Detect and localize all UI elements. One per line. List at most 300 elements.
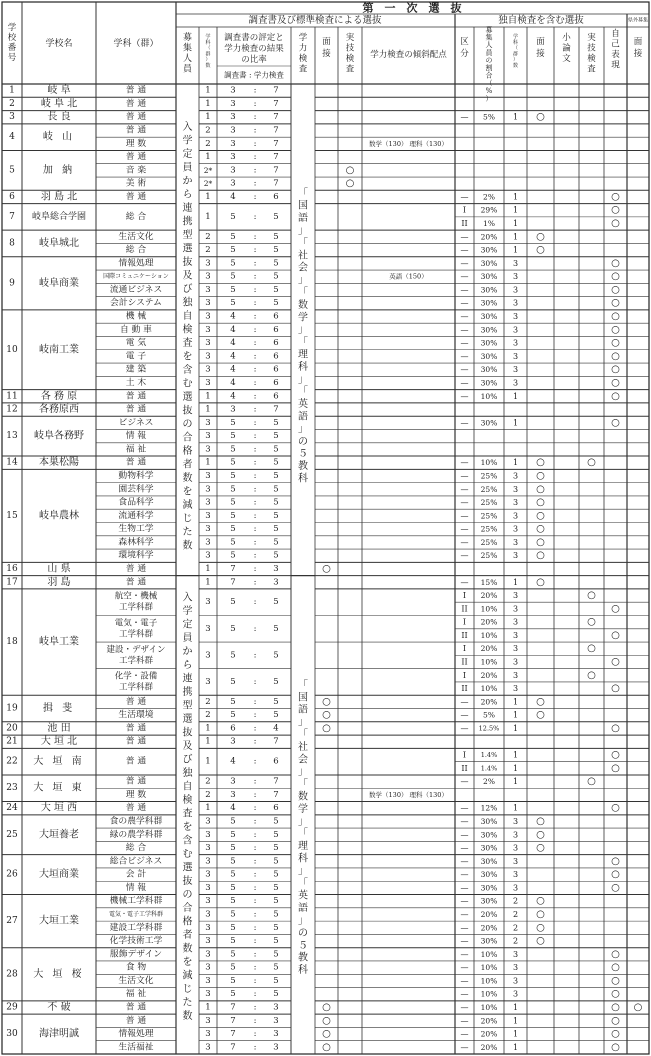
- quota-percent: 1.4%: [480, 751, 498, 760]
- choice-count: 1: [205, 112, 211, 123]
- dept-name: 化学技術工学: [109, 936, 163, 947]
- choice-count: 3: [205, 324, 211, 335]
- quota-note-upper: 入学定員から連携型選抜及び独自検査を含む選抜の合格者数を減じた数: [182, 121, 193, 552]
- choice-count-2: 3: [512, 312, 519, 322]
- quota-percent: 20%: [480, 644, 498, 654]
- quota-percent: 20%: [480, 923, 498, 933]
- dept-name: ビジネス: [118, 417, 154, 428]
- self-expression-mark: ○: [611, 191, 620, 203]
- ratio-report: 5: [230, 882, 236, 893]
- quota-percent: 10%: [480, 630, 498, 640]
- kubun: —: [460, 458, 469, 468]
- dept-name-line2: 工学科群: [118, 655, 154, 666]
- ratio-report: 5: [230, 457, 236, 468]
- dept-name: 普 通: [125, 457, 147, 468]
- kubun: —: [460, 484, 469, 494]
- ratio-report: 5: [230, 271, 236, 282]
- ratio-report: 4: [230, 338, 236, 349]
- header-school-name: 学校名: [45, 39, 73, 49]
- choice-count: 3: [205, 258, 211, 269]
- choice-count: 3: [205, 417, 211, 428]
- dept-name: 総合ビジネス: [109, 856, 163, 867]
- kubun: II: [461, 219, 468, 229]
- self-expression-mark: ○: [611, 975, 620, 987]
- quota-percent: 30%: [480, 272, 498, 282]
- ratio-exam: 5: [273, 211, 279, 222]
- ratio-report: 3: [230, 125, 236, 136]
- dept-name: 航空・機械: [114, 591, 158, 602]
- self-expression-mark: ○: [611, 1001, 620, 1013]
- interview2-mark: ○: [536, 842, 545, 854]
- self-expression-mark: ○: [611, 869, 620, 881]
- ratio-colon: :: [253, 696, 257, 707]
- dept-name: 普 通: [125, 404, 147, 415]
- self-expression-mark: ○: [611, 762, 620, 774]
- choice-count-2: 3: [512, 670, 519, 680]
- school-number: 15: [6, 510, 18, 521]
- kubun: I: [462, 644, 467, 654]
- quota-percent: 20%: [480, 1042, 498, 1052]
- ratio-report: 4: [230, 391, 236, 402]
- choice-count-2: 3: [512, 551, 519, 561]
- school-number: 1: [9, 85, 15, 96]
- choice-count: 3: [205, 351, 211, 362]
- quota-percent: 25%: [480, 484, 498, 494]
- ratio-exam: 7: [273, 85, 279, 96]
- school-name: 不 破: [47, 1001, 71, 1013]
- ratio-report: 5: [230, 856, 236, 867]
- quota-percent: 20%: [480, 1016, 498, 1026]
- ratio-exam: 5: [273, 843, 279, 854]
- interview-mark: ○: [322, 1041, 331, 1053]
- dept-name: 総 合: [125, 843, 147, 854]
- dept-name: 理 数: [125, 789, 147, 800]
- interview2-mark: ○: [536, 922, 545, 934]
- self-expression-mark: ○: [611, 350, 620, 362]
- choice-count: 3: [205, 597, 211, 608]
- choice-count-2: 1: [512, 391, 519, 401]
- self-expression-mark: ○: [611, 204, 620, 216]
- score-section-title: 調査書及び標準検査による選抜: [248, 15, 382, 26]
- dept-name: 電気・電子: [114, 618, 158, 629]
- dept-name: 普 通: [125, 756, 147, 767]
- school-number: 23: [6, 783, 18, 794]
- ratio-colon: :: [253, 85, 257, 96]
- ratio-exam: 5: [273, 444, 279, 455]
- ratio-report: 5: [230, 510, 236, 521]
- ratio-exam: 6: [273, 311, 279, 322]
- ratio-exam: 5: [273, 869, 279, 880]
- ratio-report: 5: [230, 936, 236, 947]
- interview-mark: ○: [322, 696, 331, 708]
- ratio-report: 3: [230, 404, 236, 415]
- ratio-report: 5: [230, 896, 236, 907]
- ratio-colon: :: [253, 896, 257, 907]
- ratio-colon: :: [253, 245, 257, 256]
- ratio-report: 3: [230, 789, 236, 800]
- kubun: —: [460, 1029, 469, 1039]
- kubun: —: [460, 537, 469, 547]
- self-expression-mark: ○: [611, 311, 620, 323]
- ratio-exam: 5: [273, 537, 279, 548]
- interview-mark: ○: [322, 722, 331, 734]
- ratio-exam: 5: [273, 510, 279, 521]
- dept-name: 普 通: [125, 577, 147, 588]
- header-quota: 募集人員: [182, 33, 193, 75]
- interview2-mark: ○: [536, 111, 545, 123]
- ratio-report: 3: [230, 85, 236, 96]
- dept-name: 普 通: [125, 696, 147, 707]
- ratio-exam: 7: [273, 736, 279, 747]
- ratio-colon: :: [253, 776, 257, 787]
- quota-percent: 1%: [483, 219, 495, 229]
- choice-count: 3: [205, 949, 211, 960]
- quota-percent: 15%: [480, 577, 498, 587]
- choice-count: 1: [205, 391, 211, 402]
- choice-count-2: 1: [512, 112, 519, 122]
- ratio-report: 5: [230, 829, 236, 840]
- choice-count: 3: [205, 524, 211, 535]
- ratio-report: 3: [230, 98, 236, 109]
- kubun: —: [460, 577, 469, 587]
- dept-name: 普 通: [125, 723, 147, 734]
- choice-count-2: 3: [512, 816, 519, 826]
- kubun: II: [461, 630, 468, 640]
- ratio-report: 4: [230, 311, 236, 322]
- ratio-exam: 5: [273, 696, 279, 707]
- ratio-colon: :: [253, 191, 257, 202]
- choice-count-2: 3: [512, 856, 519, 866]
- quota-percent: 10%: [480, 976, 498, 986]
- ratio-exam: 6: [273, 324, 279, 335]
- interview-mark: ○: [322, 1028, 331, 1040]
- school-number: 12: [6, 404, 18, 415]
- self-expression-mark: ○: [611, 324, 620, 336]
- self-expression-mark: ○: [611, 417, 620, 429]
- school-number: 17: [6, 577, 18, 588]
- choice-count: 2: [205, 789, 211, 800]
- school-number: 30: [6, 1029, 18, 1040]
- ratio-colon: :: [253, 98, 257, 109]
- school-number: 29: [6, 1002, 18, 1013]
- school-name: 岐阜総合学園: [31, 211, 87, 222]
- ratio-exam: 5: [273, 856, 279, 867]
- choice-count: 1: [205, 404, 211, 415]
- kubun: —: [460, 524, 469, 534]
- dept-name-line2: 工学科群: [118, 682, 154, 693]
- dept-name: 電 子: [125, 351, 147, 362]
- ratio-exam: 5: [273, 417, 279, 428]
- header-practical2: 実技検査: [587, 33, 596, 75]
- choice-count-2: 3: [512, 843, 519, 853]
- self-expression-mark: ○: [611, 377, 620, 389]
- choice-count: 2: [205, 231, 211, 242]
- quota-percent: 30%: [480, 285, 498, 295]
- dept-name: 緑の農学科群: [109, 829, 163, 840]
- dept-name: 森林科学: [118, 537, 154, 548]
- ratio-exam: 5: [273, 245, 279, 256]
- ratio-colon: :: [253, 377, 257, 388]
- interview2-mark: ○: [536, 483, 545, 495]
- dept-name: 土 木: [125, 377, 147, 388]
- interview2-mark: ○: [536, 935, 545, 947]
- ratio-exam: 6: [273, 803, 279, 814]
- self-expression-mark: ○: [611, 749, 620, 761]
- quota-percent: 12%: [480, 803, 498, 813]
- school-number: 24: [6, 803, 18, 814]
- ratio-exam: 7: [273, 112, 279, 123]
- choice-count-2: 3: [512, 870, 519, 880]
- choice-count-2: 3: [512, 684, 519, 694]
- school-number: 5: [9, 165, 15, 176]
- ratio-colon: :: [253, 125, 257, 136]
- dept-name-line2: 工学科群: [118, 629, 154, 640]
- dept-name: 国際コミュニケーション: [103, 273, 169, 281]
- ratio-exam: 5: [273, 470, 279, 481]
- quota-note-lower: 入学定員から連携型選抜及び独自検査を含む選抜の合格者数を減じた数: [182, 592, 193, 1023]
- ratio-colon: :: [253, 789, 257, 800]
- kubun: —: [460, 976, 469, 986]
- school-name: 羽 島 北: [40, 191, 78, 203]
- dept-name: 普 通: [125, 85, 147, 96]
- choice-count: 1: [205, 191, 211, 202]
- choice-count-2: 1: [512, 418, 519, 428]
- kubun: —: [460, 710, 469, 720]
- ratio-colon: :: [253, 949, 257, 960]
- ratio-report: 5: [230, 816, 236, 827]
- choice-count: 1: [205, 756, 211, 767]
- ratio-report: 5: [230, 975, 236, 986]
- dept-name: 園芸科学: [118, 484, 154, 495]
- ratio-report: 5: [230, 650, 236, 661]
- kubun: —: [460, 498, 469, 508]
- school-name: 揖 斐: [42, 703, 76, 715]
- choice-count-2: 2: [512, 923, 519, 933]
- choice-count-2: 3: [512, 644, 519, 654]
- ratio-colon: :: [253, 510, 257, 521]
- dept-name: 普 通: [125, 125, 147, 136]
- ratio-colon: :: [253, 936, 257, 947]
- ratio-colon: :: [253, 431, 257, 442]
- quota-percent: 2%: [483, 777, 495, 787]
- ratio-exam: 3: [273, 1015, 279, 1026]
- choice-count-2: 3: [512, 351, 519, 361]
- choice-count-2: 3: [512, 976, 519, 986]
- choice-count: 1: [205, 457, 211, 468]
- practical-mark: ○: [345, 164, 355, 176]
- header-quota-pct: 募集人員の割合（%）: [485, 26, 493, 103]
- kubun: —: [460, 471, 469, 481]
- self-expression-mark: ○: [611, 988, 620, 1000]
- school-number: 20: [6, 723, 18, 734]
- school-name: 岐阜商業: [39, 277, 79, 289]
- quota-percent: 10%: [480, 458, 498, 468]
- kubun: —: [460, 856, 469, 866]
- dept-name: 会 計: [125, 869, 147, 880]
- ratio-report: 7: [230, 1029, 236, 1040]
- quota-percent: 10%: [480, 657, 498, 667]
- quota-percent: 25%: [480, 537, 498, 547]
- ratio-colon: :: [253, 989, 257, 1000]
- header-ratio-line: 学力検査の結果: [224, 44, 284, 54]
- quota-percent: 10%: [480, 391, 498, 401]
- ratio-colon: :: [253, 564, 257, 574]
- choice-count: 3: [205, 444, 211, 455]
- header-essay: 小論文: [562, 33, 571, 64]
- ratio-exam: 5: [273, 597, 279, 608]
- dept-name: 普 通: [125, 1015, 147, 1026]
- self-expression-mark: ○: [611, 218, 620, 230]
- choice-count-2: 1: [512, 232, 519, 242]
- ratio-colon: :: [253, 417, 257, 428]
- school-name: 岐阜農林: [39, 510, 79, 522]
- choice-count-2: 1: [512, 1042, 519, 1052]
- ratio-exam: 5: [273, 962, 279, 973]
- ratio-exam: 3: [273, 1029, 279, 1040]
- subjects-note-lower: 「国語」「社会」「数学」「理科」「英語」の５教科: [298, 679, 308, 977]
- dept-name: 会計システム: [110, 298, 162, 309]
- ratio-colon: :: [253, 723, 257, 734]
- dept-name: 食品科学: [118, 497, 154, 508]
- choice-count: 3: [205, 510, 211, 521]
- quota-percent: 2%: [483, 192, 495, 202]
- ratio-exam: 5: [273, 550, 279, 561]
- self-expression-mark: ○: [611, 629, 620, 641]
- choice-count-2: 1: [512, 750, 519, 760]
- choice-count: 3: [205, 497, 211, 508]
- choice-count-2: 2: [512, 909, 519, 919]
- school-number: 19: [6, 703, 18, 714]
- ratio-report: 5: [230, 962, 236, 973]
- ratio-exam: 5: [273, 497, 279, 508]
- kubun: —: [460, 258, 469, 268]
- quota-percent: 30%: [480, 816, 498, 826]
- ratio-colon: :: [253, 311, 257, 322]
- kubun: II: [461, 684, 468, 694]
- ratio-colon: :: [253, 338, 257, 349]
- ratio-exam: 5: [273, 457, 279, 468]
- ratio-exam: 6: [273, 191, 279, 202]
- ratio-colon: :: [253, 1015, 257, 1026]
- ratio-exam: 5: [273, 829, 279, 840]
- choice-count-2: 1: [512, 192, 519, 202]
- self-expression-mark: ○: [611, 297, 620, 309]
- dept-name: 普 通: [125, 736, 147, 747]
- practical2-mark: ○: [587, 457, 596, 469]
- dept-name: 電 気: [125, 338, 147, 349]
- kubun: —: [460, 338, 469, 348]
- school-number: 11: [6, 391, 18, 402]
- choice-count-2: 3: [512, 657, 519, 667]
- ratio-report: 5: [230, 989, 236, 1000]
- ratio-colon: :: [253, 165, 257, 176]
- ratio-exam: 5: [273, 909, 279, 920]
- ratio-report: 5: [230, 550, 236, 561]
- choice-count: 1: [205, 211, 211, 222]
- quota-percent: 30%: [480, 856, 498, 866]
- self-expression-mark: ○: [611, 948, 620, 960]
- choice-count: 3: [205, 909, 211, 920]
- ratio-exam: 7: [273, 152, 279, 163]
- quota-percent: 10%: [480, 963, 498, 973]
- ratio-report: 7: [230, 1042, 236, 1053]
- interview2-mark: ○: [536, 523, 545, 535]
- ratio-colon: :: [253, 351, 257, 362]
- school-number: 25: [6, 829, 18, 840]
- dept-name: 化学・設備: [114, 671, 158, 682]
- ratio-exam: 7: [273, 138, 279, 149]
- choice-count-2: 1: [512, 205, 519, 215]
- main-title: 第 一 次 選 抜: [362, 1, 462, 15]
- choice-count: 3: [205, 989, 211, 1000]
- ratio-colon: :: [253, 258, 257, 269]
- outside-section-title: 県外募集: [627, 17, 649, 24]
- kubun: I: [462, 670, 467, 680]
- kubun: —: [460, 365, 469, 375]
- dept-name: 生活環境: [118, 710, 154, 721]
- choice-count-2: 1: [512, 803, 519, 813]
- choice-count: 1: [205, 577, 211, 588]
- choice-count: 3: [205, 650, 211, 661]
- ratio-report: 5: [230, 284, 236, 295]
- dept-name: 情報処理: [118, 258, 154, 269]
- ratio-exam: 5: [273, 524, 279, 535]
- kubun: —: [460, 511, 469, 521]
- school-number: 3: [9, 112, 15, 123]
- school-number: 28: [6, 969, 18, 980]
- ratio-colon: :: [253, 391, 257, 402]
- header-choice2: 学科（群）数: [512, 34, 519, 69]
- practical2-mark: ○: [587, 643, 596, 655]
- header-interview: 面接: [322, 37, 331, 59]
- school-number: 16: [6, 564, 18, 574]
- ratio-report: 5: [230, 444, 236, 455]
- kubun: —: [460, 378, 469, 388]
- header-ratio-line: の比率: [241, 55, 267, 65]
- ratio-colon: :: [253, 138, 257, 149]
- choice-count-2: 3: [512, 591, 519, 601]
- ratio-colon: :: [253, 178, 257, 189]
- choice-count-2: 1: [512, 697, 519, 707]
- ratio-exam: 5: [273, 231, 279, 242]
- choice-count: 3: [205, 936, 211, 947]
- ratio-exam: 6: [273, 338, 279, 349]
- school-number: 7: [9, 211, 15, 222]
- choice-count-2: 2: [512, 896, 519, 906]
- dept-name: 総 合: [125, 245, 147, 256]
- ratio-colon: :: [253, 1029, 257, 1040]
- quota-percent: 10%: [480, 604, 498, 614]
- choice-count-2: 1: [512, 577, 519, 587]
- ratio-report: 5: [230, 524, 236, 535]
- quota-percent: 20%: [480, 591, 498, 601]
- dept-name: 食 物: [125, 962, 147, 973]
- ratio-report: 4: [230, 377, 236, 388]
- school-number: 22: [6, 756, 18, 767]
- choice-count: 3: [205, 537, 211, 548]
- quota-percent: 30%: [480, 245, 498, 255]
- dept-name: 福 祉: [125, 989, 147, 1000]
- header-school-no: 学校番号: [7, 23, 17, 63]
- interview2-mark: ○: [536, 709, 545, 721]
- ratio-colon: :: [253, 1042, 257, 1053]
- school-number: 13: [6, 431, 18, 442]
- dept-name: 生物工学: [118, 524, 154, 535]
- dept-name: 建設工学科群: [109, 922, 163, 933]
- ratio-colon: :: [253, 112, 257, 123]
- header-weighting: 学力検査の傾斜配点: [370, 50, 447, 60]
- school-number: 18: [6, 637, 18, 648]
